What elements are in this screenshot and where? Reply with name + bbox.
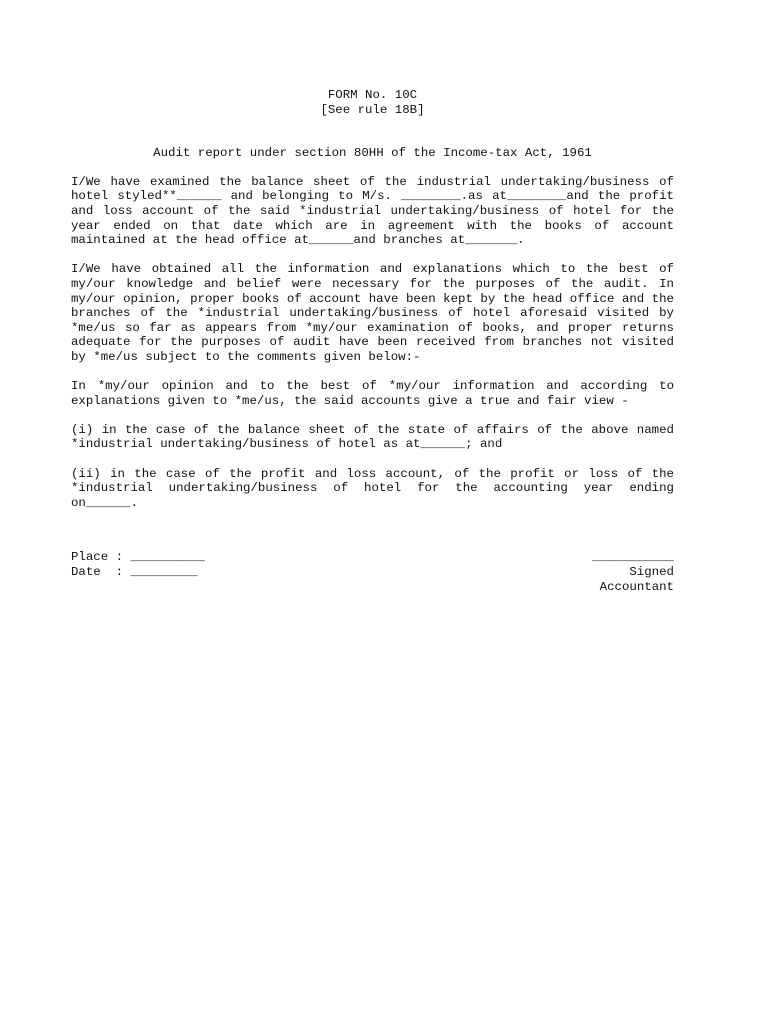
paragraph-information: I/We have obtained all the information and explanations which to the best of my/our knowledge and belief were necessary for the purposes of the audit. In my/our opinion, proper books of account have been kept by the head office and the branches of the *industrial undertaking/business of hotel aforesaid visited by *me/us so far as appears from *my/our examination of books, and proper returns adequate for the purposes of audit have been received from branches not visited by *me/us subject to the comments given below:- xyxy=(71,262,674,364)
paragraph-examination: I/We have examined the balance sheet of the industrial undertaking/business of hotel styled**______ and belonging to M/s. ________.as at________and the profit and loss account of the said *industrial undertaking/business of hotel for the year ended on that date which are in agreement with the books of account maintained at the head office at______and branches at_______. xyxy=(71,174,674,248)
paragraph-profit-loss: (ii) in the case of the profit and loss account, of the profit or loss of the *industrial undertaking/business of hotel for the accounting year ending on______. xyxy=(71,466,674,510)
form-rule: [See rule 18B] xyxy=(320,102,425,117)
accountant-label: Accountant xyxy=(599,579,674,594)
form-document xyxy=(71,88,674,600)
signature-block xyxy=(71,550,674,600)
signed-label: Signed xyxy=(629,565,674,580)
accountant-signature xyxy=(592,550,674,594)
place-date-block xyxy=(71,550,205,579)
signature-line: ___________ xyxy=(592,550,674,565)
form-number: FORM No. 10C xyxy=(327,88,418,102)
paragraph-balance-sheet: (i) in the case of the balance sheet of the state of affairs of the above named *industrial undertaking/business of hotel as at______; and xyxy=(71,422,674,452)
paragraph-opinion: In *my/our opinion and to the best of *my/our information and according to explanations given to *me/us, the said accounts give a true and fair view - xyxy=(71,379,674,408)
form-subtitle: Audit report under section 80HH of the Income-tax Act, 1961 xyxy=(153,146,592,161)
date-field: Date : _________ xyxy=(71,565,198,580)
place-field: Place : __________ xyxy=(71,550,205,565)
